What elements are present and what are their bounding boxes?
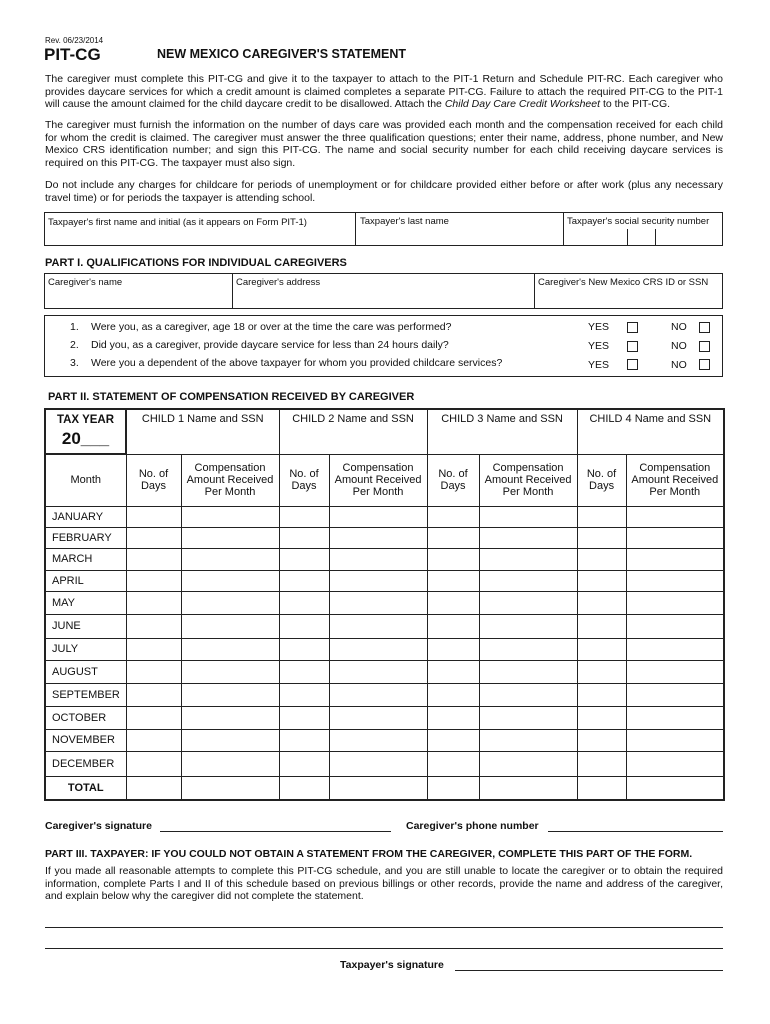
month-label: JULY bbox=[45, 638, 126, 660]
compensation-input-cell[interactable] bbox=[626, 683, 724, 706]
days-input-cell[interactable] bbox=[279, 660, 329, 683]
month-label: MARCH bbox=[45, 548, 126, 570]
days-input-cell[interactable] bbox=[427, 506, 479, 527]
taxpayer-first-name-field[interactable]: Taxpayer's first name and initial (as it appears on Form PIT-1) bbox=[48, 217, 307, 228]
table-row bbox=[45, 683, 724, 706]
days-input-cell[interactable] bbox=[577, 570, 626, 591]
table-row bbox=[45, 570, 724, 591]
taxpayer-info-box bbox=[44, 212, 723, 246]
compensation-input-cell[interactable] bbox=[626, 548, 724, 570]
month-label: JUNE bbox=[45, 614, 126, 638]
child-4-days-header: No. of Days bbox=[577, 454, 626, 506]
days-input-cell[interactable] bbox=[427, 683, 479, 706]
days-input-cell[interactable] bbox=[126, 751, 181, 776]
days-input-cell[interactable] bbox=[577, 591, 626, 614]
table-row bbox=[45, 506, 724, 527]
explanation-line-1[interactable] bbox=[45, 927, 723, 928]
part3-heading: PART III. TAXPAYER: IF YOU COULD NOT OBTAIN A STATEMENT FROM THE CAREGIVER, COMPLETE THIS PART OF THE FORM. bbox=[45, 848, 693, 860]
days-input-cell[interactable] bbox=[577, 729, 626, 751]
form-id: PIT-CG bbox=[44, 45, 101, 64]
compensation-input-cell[interactable] bbox=[181, 683, 279, 706]
compensation-input-cell[interactable] bbox=[181, 751, 279, 776]
days-input-cell[interactable] bbox=[577, 638, 626, 660]
child-3-comp-header: Compensation Amount Received Per Month bbox=[479, 454, 577, 506]
days-input-cell[interactable] bbox=[279, 527, 329, 548]
table-row bbox=[45, 614, 724, 638]
revision-date: Rev. 06/23/2014 bbox=[45, 36, 104, 45]
question-2-yes-checkbox[interactable] bbox=[627, 341, 638, 352]
part3-text: If you made all reasonable attempts to complete this PIT-CG schedule, and you are still unable to locate the caregiver or to obtain the required information, complete Parts I and II of this schedule based on previous billings or other records, provide the name and address of the caregiver, and explain below why the caregiver did not complete the statement. bbox=[45, 865, 723, 903]
month-label: AUGUST bbox=[45, 660, 126, 683]
days-input-cell[interactable] bbox=[279, 706, 329, 729]
days-input-cell[interactable] bbox=[126, 570, 181, 591]
compensation-input-cell[interactable] bbox=[479, 614, 577, 638]
compensation-input-cell[interactable] bbox=[329, 729, 427, 751]
days-input-cell[interactable] bbox=[577, 527, 626, 548]
month-rows bbox=[45, 506, 724, 800]
tax-year-cell[interactable] bbox=[45, 409, 126, 454]
question-3-number: 3. bbox=[70, 357, 79, 369]
compensation-input-cell[interactable] bbox=[329, 570, 427, 591]
compensation-input-cell[interactable] bbox=[626, 591, 724, 614]
child-3-days-header: No. of Days bbox=[427, 454, 479, 506]
child-3-header[interactable]: CHILD 3 Name and SSN bbox=[427, 409, 577, 454]
compensation-input-cell[interactable] bbox=[479, 729, 577, 751]
question-3-text: Were you a dependent of the above taxpayer for whom you provided childcare services? bbox=[91, 357, 503, 369]
days-input-cell[interactable] bbox=[126, 706, 181, 729]
total-label: TOTAL bbox=[45, 776, 126, 800]
month-label: MAY bbox=[45, 591, 126, 614]
table-row bbox=[45, 548, 724, 570]
child-4-comp-header: Compensation Amount Received Per Month bbox=[626, 454, 724, 506]
taxpayer-ssn-field[interactable]: Taxpayer's social security number bbox=[567, 216, 710, 227]
month-label: DECEMBER bbox=[45, 751, 126, 776]
taxpayer-signature-label: Taxpayer's signature bbox=[340, 959, 444, 971]
compensation-input-cell[interactable] bbox=[479, 527, 577, 548]
compensation-input-cell[interactable] bbox=[479, 683, 577, 706]
part2-heading: PART II. STATEMENT OF COMPENSATION RECEIVED BY CAREGIVER bbox=[48, 391, 415, 403]
days-input-cell[interactable] bbox=[279, 506, 329, 527]
month-label: JANUARY bbox=[45, 506, 126, 527]
intro-paragraph-3: Do not include any charges for childcare for periods of unemployment or for childcare provided either before or after work (plus any necessary travel time) or for periods the taxpayer is attending school. bbox=[45, 179, 723, 204]
question-2-number: 2. bbox=[70, 339, 79, 351]
table-row bbox=[45, 638, 724, 660]
compensation-input-cell[interactable] bbox=[329, 683, 427, 706]
taxpayer-signature-line[interactable] bbox=[455, 970, 723, 971]
days-input-cell[interactable] bbox=[427, 660, 479, 683]
compensation-input-cell[interactable] bbox=[479, 706, 577, 729]
question-2-no-label: NO bbox=[671, 340, 687, 352]
table-row bbox=[45, 527, 724, 548]
qualification-questions-box bbox=[44, 315, 723, 377]
child-2-days-header: No. of Days bbox=[279, 454, 329, 506]
compensation-table bbox=[44, 408, 725, 801]
question-1-yes-label: YES bbox=[588, 321, 610, 333]
question-3-no-label: NO bbox=[671, 359, 687, 371]
days-input-cell[interactable] bbox=[279, 614, 329, 638]
days-input-cell[interactable] bbox=[279, 729, 329, 751]
question-2-yes-label: YES bbox=[588, 340, 610, 352]
compensation-input-cell[interactable] bbox=[479, 638, 577, 660]
days-input-cell[interactable] bbox=[126, 591, 181, 614]
days-input-cell[interactable] bbox=[279, 683, 329, 706]
total-row bbox=[45, 776, 724, 800]
compensation-input-cell[interactable] bbox=[329, 548, 427, 570]
question-3-yes-label: YES bbox=[588, 359, 610, 371]
part1-heading: PART I. QUALIFICATIONS FOR INDIVIDUAL CAREGIVERS bbox=[45, 257, 347, 269]
days-input-cell[interactable] bbox=[427, 548, 479, 570]
days-input-cell[interactable] bbox=[427, 751, 479, 776]
compensation-input-cell[interactable] bbox=[479, 570, 577, 591]
compensation-input-cell[interactable] bbox=[626, 570, 724, 591]
days-input-cell[interactable] bbox=[577, 706, 626, 729]
compensation-input-cell[interactable] bbox=[181, 548, 279, 570]
caregiver-signature-label: Caregiver's signature bbox=[45, 820, 152, 832]
child-1-header[interactable]: CHILD 1 Name and SSN bbox=[126, 409, 279, 454]
compensation-input-cell[interactable] bbox=[181, 614, 279, 638]
intro-paragraph-2: The caregiver must furnish the information on the number of days care was provided each month and the compensation received for each child for whom the credit is claimed. The caregiver must answer the three qualification questions; enter their name, address, phone number, and New Mexico CRS identification number; and sign this PIT-CG. The name and social security number for each child receiving daycare services is required on this PIT-CG. The taxpayer must also sign. bbox=[45, 119, 723, 169]
compensation-input-cell[interactable] bbox=[479, 548, 577, 570]
days-input-cell[interactable] bbox=[577, 614, 626, 638]
compensation-input-cell[interactable] bbox=[181, 660, 279, 683]
days-input-cell[interactable] bbox=[126, 614, 181, 638]
month-label: OCTOBER bbox=[45, 706, 126, 729]
compensation-input-cell[interactable] bbox=[479, 591, 577, 614]
compensation-input-cell[interactable] bbox=[626, 527, 724, 548]
child-2-header[interactable]: CHILD 2 Name and SSN bbox=[279, 409, 427, 454]
compensation-input-cell[interactable] bbox=[329, 638, 427, 660]
form-title: NEW MEXICO CAREGIVER'S STATEMENT bbox=[157, 47, 407, 61]
question-1-number: 1. bbox=[70, 321, 79, 333]
days-input-cell[interactable] bbox=[279, 570, 329, 591]
question-3-yes-checkbox[interactable] bbox=[627, 359, 638, 370]
days-input-cell[interactable] bbox=[279, 591, 329, 614]
days-input-cell[interactable] bbox=[577, 683, 626, 706]
caregiver-phone-label: Caregiver's phone number bbox=[406, 820, 539, 832]
days-input-cell[interactable] bbox=[279, 548, 329, 570]
days-input-cell[interactable] bbox=[126, 506, 181, 527]
month-label: APRIL bbox=[45, 570, 126, 591]
question-2-no-checkbox[interactable] bbox=[699, 341, 710, 352]
table-row bbox=[45, 591, 724, 614]
table-row bbox=[45, 729, 724, 751]
days-input-cell[interactable] bbox=[126, 638, 181, 660]
question-1-no-checkbox[interactable] bbox=[699, 322, 710, 333]
table-row bbox=[45, 751, 724, 776]
days-input-cell[interactable] bbox=[427, 591, 479, 614]
days-input-cell[interactable] bbox=[279, 751, 329, 776]
tax-year-value: 20___ bbox=[61, 429, 110, 448]
compensation-input-cell[interactable] bbox=[329, 660, 427, 683]
month-label: NOVEMBER bbox=[45, 729, 126, 751]
caregiver-signature-line[interactable] bbox=[160, 831, 391, 832]
days-input-cell[interactable] bbox=[577, 751, 626, 776]
days-input-cell[interactable] bbox=[126, 660, 181, 683]
total-days-cell[interactable] bbox=[126, 776, 181, 800]
caregiver-name-field[interactable]: Caregiver's name bbox=[48, 277, 123, 288]
child-4-header[interactable]: CHILD 4 Name and SSN bbox=[577, 409, 724, 454]
table-row bbox=[45, 660, 724, 683]
compensation-input-cell[interactable] bbox=[479, 660, 577, 683]
caregiver-phone-line[interactable] bbox=[548, 831, 723, 832]
compensation-input-cell[interactable] bbox=[626, 660, 724, 683]
compensation-input-cell[interactable] bbox=[479, 751, 577, 776]
tax-year-label: TAX YEAR bbox=[56, 414, 115, 426]
total-days-cell[interactable] bbox=[279, 776, 329, 800]
question-3-no-checkbox[interactable] bbox=[699, 359, 710, 370]
days-input-cell[interactable] bbox=[126, 527, 181, 548]
compensation-input-cell[interactable] bbox=[626, 751, 724, 776]
month-label: SEPTEMBER bbox=[45, 683, 126, 706]
total-compensation-cell[interactable] bbox=[181, 776, 279, 800]
compensation-input-cell[interactable] bbox=[329, 706, 427, 729]
child-2-comp-header: Compensation Amount Received Per Month bbox=[329, 454, 427, 506]
compensation-input-cell[interactable] bbox=[181, 527, 279, 548]
compensation-input-cell[interactable] bbox=[479, 506, 577, 527]
compensation-input-cell[interactable] bbox=[626, 614, 724, 638]
days-input-cell[interactable] bbox=[126, 729, 181, 751]
days-input-cell[interactable] bbox=[279, 638, 329, 660]
days-input-cell[interactable] bbox=[577, 660, 626, 683]
compensation-input-cell[interactable] bbox=[181, 729, 279, 751]
compensation-input-cell[interactable] bbox=[626, 506, 724, 527]
table-row bbox=[45, 706, 724, 729]
days-input-cell[interactable] bbox=[427, 570, 479, 591]
question-1-text: Were you, as a caregiver, age 18 or over at the time the care was performed? bbox=[91, 321, 452, 333]
question-1-yes-checkbox[interactable] bbox=[627, 322, 638, 333]
compensation-input-cell[interactable] bbox=[329, 591, 427, 614]
total-compensation-cell[interactable] bbox=[626, 776, 724, 800]
days-input-cell[interactable] bbox=[577, 506, 626, 527]
intro-paragraph-1: The caregiver must complete this PIT-CG and give it to the taxpayer to attach to the PIT-1 Return and Schedule PIT-RC. Each caregiver who provides daycare services for which a credit amount is claimed completes a separate PIT-CG. Failure to attach the required PIT-CG to the PIT-1 will cause the amount claimed for the child daycare credit to be disallowed. Attach the Child Day Care Credit Worksheet to the PIT-CG. bbox=[45, 73, 723, 111]
month-column-header: Month bbox=[45, 454, 126, 506]
days-input-cell[interactable] bbox=[577, 548, 626, 570]
compensation-input-cell[interactable] bbox=[181, 638, 279, 660]
days-input-cell[interactable] bbox=[126, 548, 181, 570]
days-input-cell[interactable] bbox=[427, 706, 479, 729]
days-input-cell[interactable] bbox=[427, 527, 479, 548]
days-input-cell[interactable] bbox=[427, 614, 479, 638]
question-1-no-label: NO bbox=[671, 321, 687, 333]
compensation-input-cell[interactable] bbox=[329, 751, 427, 776]
child-1-days-header: No. of Days bbox=[126, 454, 181, 506]
days-input-cell[interactable] bbox=[427, 638, 479, 660]
explanation-line-2[interactable] bbox=[45, 948, 723, 949]
compensation-input-cell[interactable] bbox=[626, 729, 724, 751]
taxpayer-last-name-field[interactable]: Taxpayer's last name bbox=[360, 216, 449, 227]
total-days-cell[interactable] bbox=[577, 776, 626, 800]
month-label: FEBRUARY bbox=[45, 527, 126, 548]
compensation-input-cell[interactable] bbox=[329, 506, 427, 527]
compensation-input-cell[interactable] bbox=[626, 706, 724, 729]
compensation-input-cell[interactable] bbox=[181, 506, 279, 527]
total-compensation-cell[interactable] bbox=[479, 776, 577, 800]
compensation-input-cell[interactable] bbox=[329, 527, 427, 548]
days-input-cell[interactable] bbox=[126, 683, 181, 706]
compensation-input-cell[interactable] bbox=[626, 638, 724, 660]
caregiver-crs-field[interactable]: Caregiver's New Mexico CRS ID or SSN bbox=[538, 277, 709, 288]
question-2-text: Did you, as a caregiver, provide daycare service for less than 24 hours daily? bbox=[91, 339, 449, 351]
compensation-input-cell[interactable] bbox=[329, 614, 427, 638]
days-input-cell[interactable] bbox=[427, 729, 479, 751]
total-compensation-cell[interactable] bbox=[329, 776, 427, 800]
total-days-cell[interactable] bbox=[427, 776, 479, 800]
compensation-input-cell[interactable] bbox=[181, 591, 279, 614]
caregiver-info-box bbox=[44, 273, 723, 309]
compensation-input-cell[interactable] bbox=[181, 570, 279, 591]
child-1-comp-header: Compensation Amount Received Per Month bbox=[181, 454, 279, 506]
caregiver-address-field[interactable]: Caregiver's address bbox=[236, 277, 321, 288]
compensation-input-cell[interactable] bbox=[181, 706, 279, 729]
